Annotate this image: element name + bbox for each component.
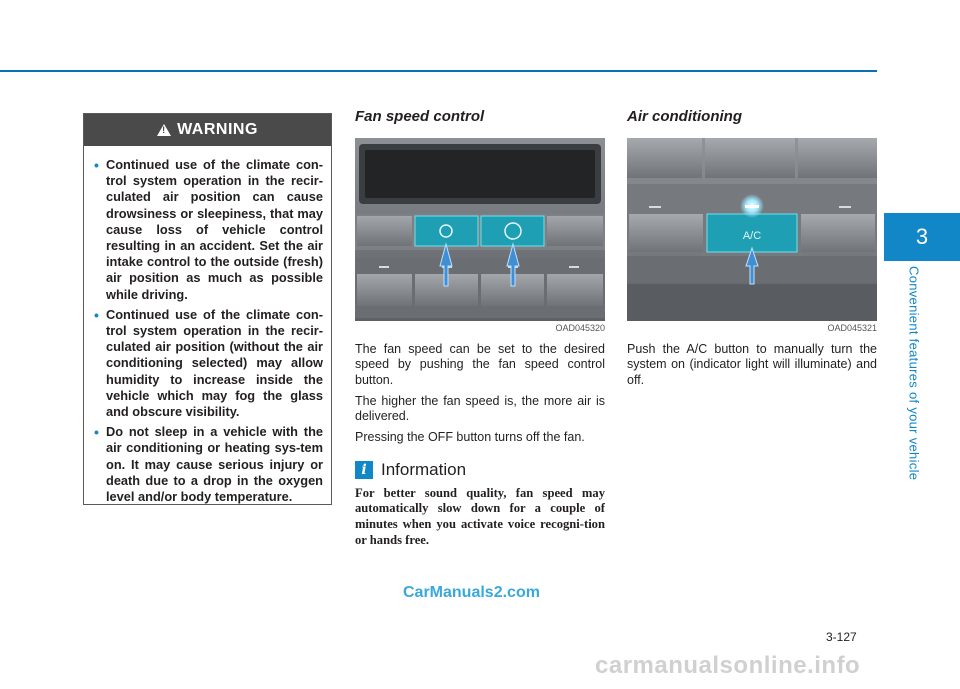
chapter-title: Convenient features of your vehicle: [906, 266, 922, 481]
chapter-number: 3: [915, 224, 929, 249]
fan-speed-section: [355, 108, 605, 548]
footer-watermark: carmanualsonline.info: [595, 652, 861, 679]
warning-triangle-icon: [157, 124, 171, 136]
information-title: Information: [381, 459, 467, 479]
ac-paragraph: Push the A/C button to manually turn the system on (indicator light will illuminate) and off.: [627, 342, 877, 387]
fan-speed-title: Fan speed control: [355, 108, 485, 125]
bullet-icon: •: [94, 157, 99, 173]
header-rule: [0, 70, 877, 72]
ac-image-code: OAD045321: [827, 323, 877, 333]
warning-list: [84, 146, 331, 505]
fan-paragraph: The fan speed can be set to the desired speed by pushing the fan speed control button.: [355, 342, 605, 387]
ac-button-label: A/C: [742, 230, 762, 242]
bullet-icon: •: [94, 306, 99, 323]
ac-title: Air conditioning: [627, 108, 742, 125]
air-conditioning-section: [627, 108, 877, 388]
ac-panel-illustration: [627, 138, 877, 321]
warning-title: WARNING: [177, 121, 258, 138]
fan-panel-illustration: [355, 138, 605, 321]
fan-image-code: OAD045320: [555, 323, 605, 333]
warning-box: [83, 113, 332, 505]
fan-panel-photo: [355, 138, 605, 321]
warning-item: • Continued use of the climate con-trol system operation in the recir-culated air position (without the air conditioning selected) may allow humidity to increase inside the vehicle which may fog the glass and obscure visibility.: [94, 306, 323, 420]
warning-header: [84, 114, 331, 146]
chapter-number-tab[interactable]: [884, 213, 960, 261]
ac-panel-photo: [627, 138, 877, 321]
fan-paragraph: The higher the fan speed is, the more air is delivered.: [355, 393, 605, 424]
fan-paragraph: Pressing the OFF button turns off the fan.: [355, 430, 585, 445]
watermark-link[interactable]: CarManuals2.com: [403, 584, 540, 601]
bullet-icon: •: [94, 424, 99, 441]
information-text: For better sound quality, fan speed may automatically slow down for a couple of minutes when you activate voice recogni-tion or hands free.: [355, 485, 605, 547]
warning-item: • Continued use of the climate con-trol system operation in the recir-culated air position can cause drowsiness or sleepiness, that may cause loss of vehicle control resulting in an accident. Set the air intake control to the outside (fresh) air position as much as possible while driving.: [94, 157, 323, 302]
information-header: [355, 460, 605, 480]
warning-item: • Do not sleep in a vehicle with the air conditioning or heating sys-tem on. It may cause serious injury or death due to a drop in the oxygen level and/or body temperature.: [94, 424, 323, 505]
information-icon: i: [355, 461, 373, 479]
chapter-title-side: [904, 266, 924, 496]
page-number: 3-127: [826, 630, 857, 644]
